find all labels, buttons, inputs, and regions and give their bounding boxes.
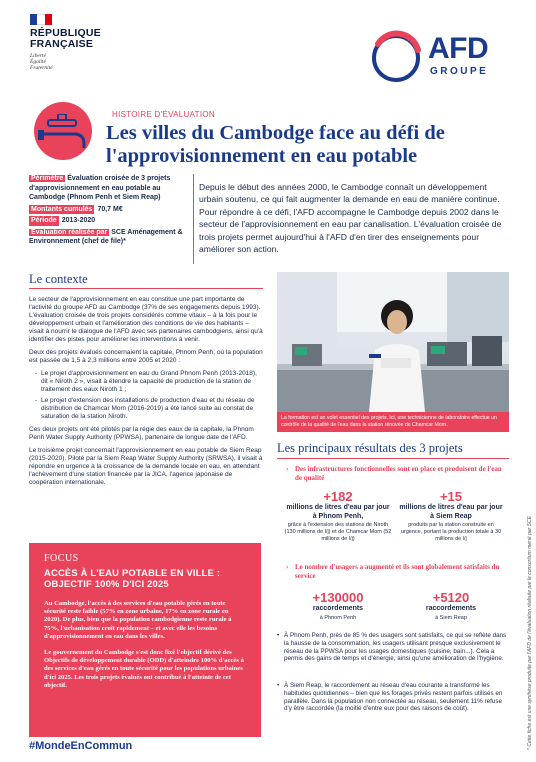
- page-title: Les villes du Cambodge face au défi de l'approvisionnement en eau potable: [106, 122, 445, 167]
- results-sub2: › Le nombre d'usagers a augmenté et ils sont globalement satisfaits du service: [286, 563, 500, 580]
- realisee-value: SCE Aménagement & Environnement (chef de file)*: [29, 228, 183, 245]
- motto: Liberté Égalité Fraternité: [30, 53, 53, 71]
- stat-detail: grâce à l'extension des stations de Niroth (130 millions de l/j) et de Chamcar Mom (52 millions de l/j): [284, 522, 392, 542]
- results-bullet2: • À Siem Reap, le raccordement au réseau d'eau courante a transformé les habitudes quotidiennes – bien que les forages privés restent parfois utilisés en parallèle. Dans la population non connectée au réseau, seulement 11% refuse d'y être raccordée (la moitié d'entre eux pour des raisons de coût).: [284, 682, 509, 713]
- focus-p2: Le gouvernement du Cambodge s'est donc fixé l'objectif dérivé des Objectifs de développement durable (ODD) d'atteindre 100% d'accès à des services d'eau gérés en toute sécurité pour les populations urbaines d'ici 2025. Les trois projets évalués ont contribué à l'atteinte de cet objectif.: [44, 649, 244, 689]
- stat-value: +5120: [432, 590, 470, 605]
- stat-phnom-penh-water: [284, 489, 392, 543]
- stat-unit: raccordements: [425, 605, 477, 612]
- results-divider: [277, 458, 509, 459]
- afd-circle-icon: [368, 30, 428, 86]
- context-p4: Le troisième projet concernait l'approvisionnement en eau potable de Siem Reap (2015-2020). Piloté par la Siem Reap Water Supply Authority (SRWSA), il visait à répondre en urgence à la croissance de la demande locale en eau, en attendant l'achèvement d'une station financée par la JICA, l'agence japonaise de coopération internationale.: [29, 447, 263, 486]
- montants-value: 70,7 M€: [97, 205, 123, 213]
- realisee-label: Évaluation réalisée par: [31, 228, 108, 236]
- hashtag: #MondeEnCommun: [29, 740, 133, 752]
- republic-line2: FRANÇAISE: [30, 38, 94, 50]
- lab-photo: [277, 272, 509, 412]
- context-p2: Deux des projets évalués concernaient la capitale, Phnom Penh, où la population est passée de 1,5 à 2,3 millions entre 2005 et 2020 :: [29, 349, 263, 364]
- stat-value: +130000: [312, 590, 364, 605]
- french-flag-icon: [30, 14, 52, 25]
- divider: [193, 174, 194, 264]
- focus-box: [29, 543, 261, 737]
- republic-line1: RÉPUBLIQUE: [30, 27, 101, 39]
- vertical-note: * Cette fiche est une synthèse produite par l'AFD de l'évaluation réalisée par le consortium mené par SCE: [527, 516, 533, 750]
- stat-siem-reap-water: [397, 489, 505, 543]
- afd-groupe-wordmark: GROUPE: [430, 66, 489, 77]
- stat-unit: millions de litres d'eau par jour à Siem Reap: [399, 504, 503, 520]
- context-heading: Le contexte: [29, 272, 88, 286]
- stat-unit: raccordements: [312, 605, 364, 612]
- results-heading: Les principaux résultats des 3 projets: [277, 441, 463, 455]
- photo-illustration: [277, 272, 509, 412]
- context-p1: Le secteur de l'approvisionnement en eau constitue une part importante de l'activité du groupe AFD au Cambodge (37% de ses engagements depuis 1993). L'évaluation croisée de trois projets considérés comme vitaux – à la fois pour le développement urbain et l'amélioration des conditions de vie des habitants – visait à nourrir le dialogue de l'AFD avec ses partenaires cambodgiens, ainsi qu'à identifier des pistes pour améliorer les interventions à venir.: [29, 296, 263, 343]
- photo-caption: La formation est un volet essentiel des projets. Ici, une technicienne de laboratoire effectue un contrôle de la qualité de l'eau dans la station rénovée de Chamcar Mom.: [277, 412, 509, 432]
- stat-detail: produits par la station construite en urgence, portant la production totale à 30 millions de l/j: [400, 522, 502, 542]
- intro-text: Depuis le début des années 2000, le Cambodge connaît un développement urbain soutenu, ce qui fait augmenter la demande en eau de manière continue. Pour répondre à ce défi, l'AFD accompagne le Cambodge depuis 2002 dans le secteur de l'approvisionnement en eau par canalisation. L'évaluation croisée de trois projets permet aujourd'hui à l'AFD d'en tirer des enseignements pour améliorer son action.: [199, 182, 502, 255]
- results-sub1: › Des infrastructures fonctionnelles sont en place et produisent de l'eau de qualité: [286, 465, 502, 482]
- periode-row: [29, 216, 190, 226]
- list-item: - Le projet d'approvisionnement en eau du Grand Phnom Penh (2013-2018), dit « Niroth 2 », visait à étendre la capacité de production de la station de traitement des eaux Niroth 1 ;: [35, 370, 265, 394]
- info-table: [29, 174, 190, 249]
- stat-unit: millions de litres d'eau par jour à Phnom Penh,: [286, 504, 390, 520]
- stat-siem-reap-connections: [397, 590, 505, 622]
- context-p3: Ces deux projets ont été pilotés par la régie des eaux de la capitale, la Phnom Penh Water Supply Authority (PPWSA), partenaire de longue date de l'AFD.: [29, 426, 254, 441]
- stat-detail: à Siem Reap: [435, 614, 467, 621]
- stat-detail: à Phnom Penh: [319, 614, 357, 621]
- arrow-icon: ›: [286, 563, 289, 571]
- realisee-row: [29, 228, 190, 247]
- context-divider: [29, 288, 263, 289]
- perimetre-value: Évaluation croisée de 3 projets d'approvisionnement en eau potable au Cambodge (Phnom Penh et Siem Reap): [29, 175, 171, 201]
- afd-wordmark: AFD: [428, 32, 489, 65]
- afd-groupe-logo: [368, 30, 508, 90]
- montants-row: [29, 205, 190, 215]
- perimetre-label: Périmètre: [31, 175, 64, 182]
- montants-label: Montants cumulés: [31, 205, 93, 213]
- arrow-icon: ›: [286, 465, 289, 473]
- periode-label: Période: [31, 217, 57, 224]
- focus-kicker: FOCUS: [44, 553, 79, 564]
- periode-value: 2013-2020: [61, 217, 96, 224]
- perimetre-row: [29, 174, 190, 203]
- list-item: - Le projet d'extension des installations de production d'eau et du réseau de distribution de Chamcar Mom (2016-2019) a été lancé suite au constat de saturation de la station Niroth.: [35, 397, 265, 421]
- stat-value: +15: [439, 489, 463, 504]
- results-bullet1: • À Phnom Penh, près de 85 % des usagers sont satisfaits, ce qui se reflète dans la hausse de la consommation, les usagers utilisant presque exclusivement le réseau de la PPWSA pour les usages domestiques (cuisine, bain...). Cela a permis des gains de temps et d'énergie, ainsi qu'une amélioration de l'hygiène.: [284, 632, 509, 663]
- water-tap-icon: [38, 114, 108, 166]
- republique-francaise-logo: [30, 14, 120, 71]
- kicker: HISTOIRE D'ÉVALUATION: [112, 110, 215, 119]
- focus-p1: Au Cambodge, l'accès à des services d'eau potable gérés en toute sécurité reste faible (57% en zone urbaine, 17% en zone rurale en 2020). De plus, bien que la population cambodgienne reste rurale à 75%, l'urbanisation croît rapidement – et avec elle les besoins d'approvisionnement en eau dans les villes.: [44, 600, 232, 640]
- context-list: [35, 370, 265, 421]
- stat-phnom-penh-connections: [284, 590, 392, 622]
- focus-title: ACCÈS À L'EAU POTABLE EN VILLE : OBJECTIF 100% D'ICI 2025: [44, 567, 221, 589]
- context-body: [29, 296, 265, 492]
- stat-value: +182: [323, 489, 353, 504]
